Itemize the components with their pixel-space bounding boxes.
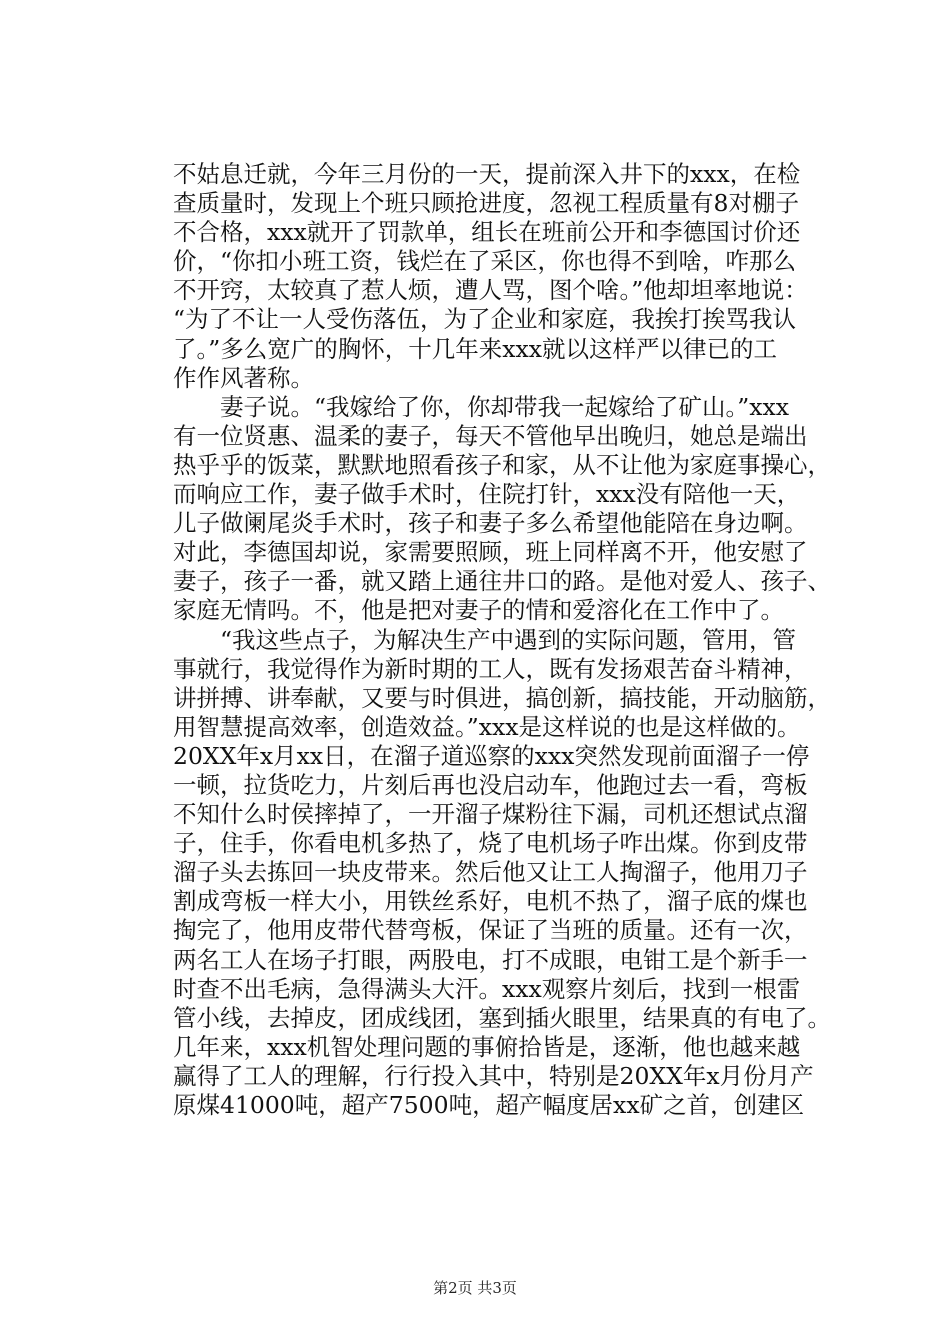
text-line: 了。”多么宽广的胸怀，十几年来xxx就以这样严以律已的工 xyxy=(173,334,778,363)
text-line: 一顿，拉货吃力，片刻后再也没启动车，他跑过去一看，弯板 xyxy=(173,770,808,799)
text-line: 子，住手，你看电机多热了，烧了电机场子咋出煤。你到皮带 xyxy=(173,829,808,858)
text-line: “为了不让一人受伤落伍，为了企业和家庭，我挨打挨骂我认 xyxy=(173,305,797,334)
text-line: 管小线，去掉皮，团成线团，塞到插火眼里，结果真的有电了。 xyxy=(173,1003,831,1032)
text-line: 掏完了，他用皮带代替弯板，保证了当班的质量。还有一次， xyxy=(173,916,808,945)
text-line: 家庭无情吗。不，他是把对妻子的情和爱溶化在工作中了。 xyxy=(173,596,784,625)
text-line: 事就行，我觉得作为新时期的工人，既有发扬艰苦奋斗精神， xyxy=(173,654,808,683)
text-line: 割成弯板一样大小，用铁丝系好，电机不热了，溜子底的煤也 xyxy=(173,887,808,916)
text-line: 而响应工作，妻子做手术时，住院打针，xxx没有陪他一天， xyxy=(173,480,801,509)
text-line: 价，“你扣小班工资，钱烂在了采区，你也得不到啥，咋那么 xyxy=(173,247,797,276)
text-line: 讲拼搏、讲奉献，又要与时俱进，搞创新，搞技能，开动脑筋， xyxy=(173,683,831,712)
text-line: 儿子做阑尾炎手术时，孩子和妻子多么希望他能陪在身边啊。 xyxy=(173,509,808,538)
page-footer: 第2页 共3页 xyxy=(433,1279,517,1297)
text-line: 几年来，xxx机智处理问题的事俯拾皆是，逐渐，他也越来越 xyxy=(173,1032,801,1061)
text-line: 时查不出毛病，急得满头大汗。xxx观察片刻后，找到一根雷 xyxy=(173,974,801,1003)
text-line: 不合格，xxx就开了罚款单，组长在班前公开和李德国讨价还 xyxy=(173,218,801,247)
text-line: 妻子，孩子一番，就又踏上通往井口的路。是他对爱人、孩子、 xyxy=(173,567,831,596)
document-body xyxy=(173,160,831,1120)
text-line: 查质量时，发现上个班只顾抢进度，忽视工程质量有8对棚子 xyxy=(173,189,799,218)
text-line: 妻子说。“我嫁给了你，你却带我一起嫁给了矿山。”xxx xyxy=(173,392,790,421)
text-line: 不知什么时侯摔掉了，一开溜子煤粉往下漏，司机还想试点溜 xyxy=(173,800,808,829)
text-line: 用智慧提高效率，创造效益。”xxx是这样说的也是这样做的。 xyxy=(173,712,801,741)
text-line: 有一位贤惠、温柔的妻子，每天不管他早出晚归，她总是端出 xyxy=(173,421,808,450)
text-line: 不开窍，太较真了惹人烦，遭人骂，图个啥。”他却坦率地说： xyxy=(173,276,808,305)
text-line: 对此，李德国却说，家需要照顾，班上同样离不开，他安慰了 xyxy=(173,538,808,567)
text-line: 赢得了工人的理解，行行投入其中，特别是20XX年x月份月产 xyxy=(173,1061,814,1090)
text-line: 20XX年x月xx日，在溜子道巡察的xxx突然发现前面溜子一停 xyxy=(173,741,810,770)
text-line: 热乎乎的饭菜，默默地照看孩子和家，从不让他为家庭事操心， xyxy=(173,450,831,479)
text-line: “我这些点子，为解决生产中遇到的实际问题，管用，管 xyxy=(173,625,797,654)
text-line: 作作风著称。 xyxy=(173,363,314,392)
text-line: 溜子头去拣回一块皮带来。然后他又让工人掏溜子，他用刀子 xyxy=(173,858,808,887)
text-line: 不姑息迁就，今年三月份的一天，提前深入井下的xxx，在检 xyxy=(173,160,801,188)
text-line: 两名工人在场子打眼，两股电，打不成眼，电钳工是个新手一 xyxy=(173,945,808,974)
text-line: 原煤41000吨，超产7500吨，超产幅度居xx矿之首，创建区 xyxy=(173,1091,805,1119)
